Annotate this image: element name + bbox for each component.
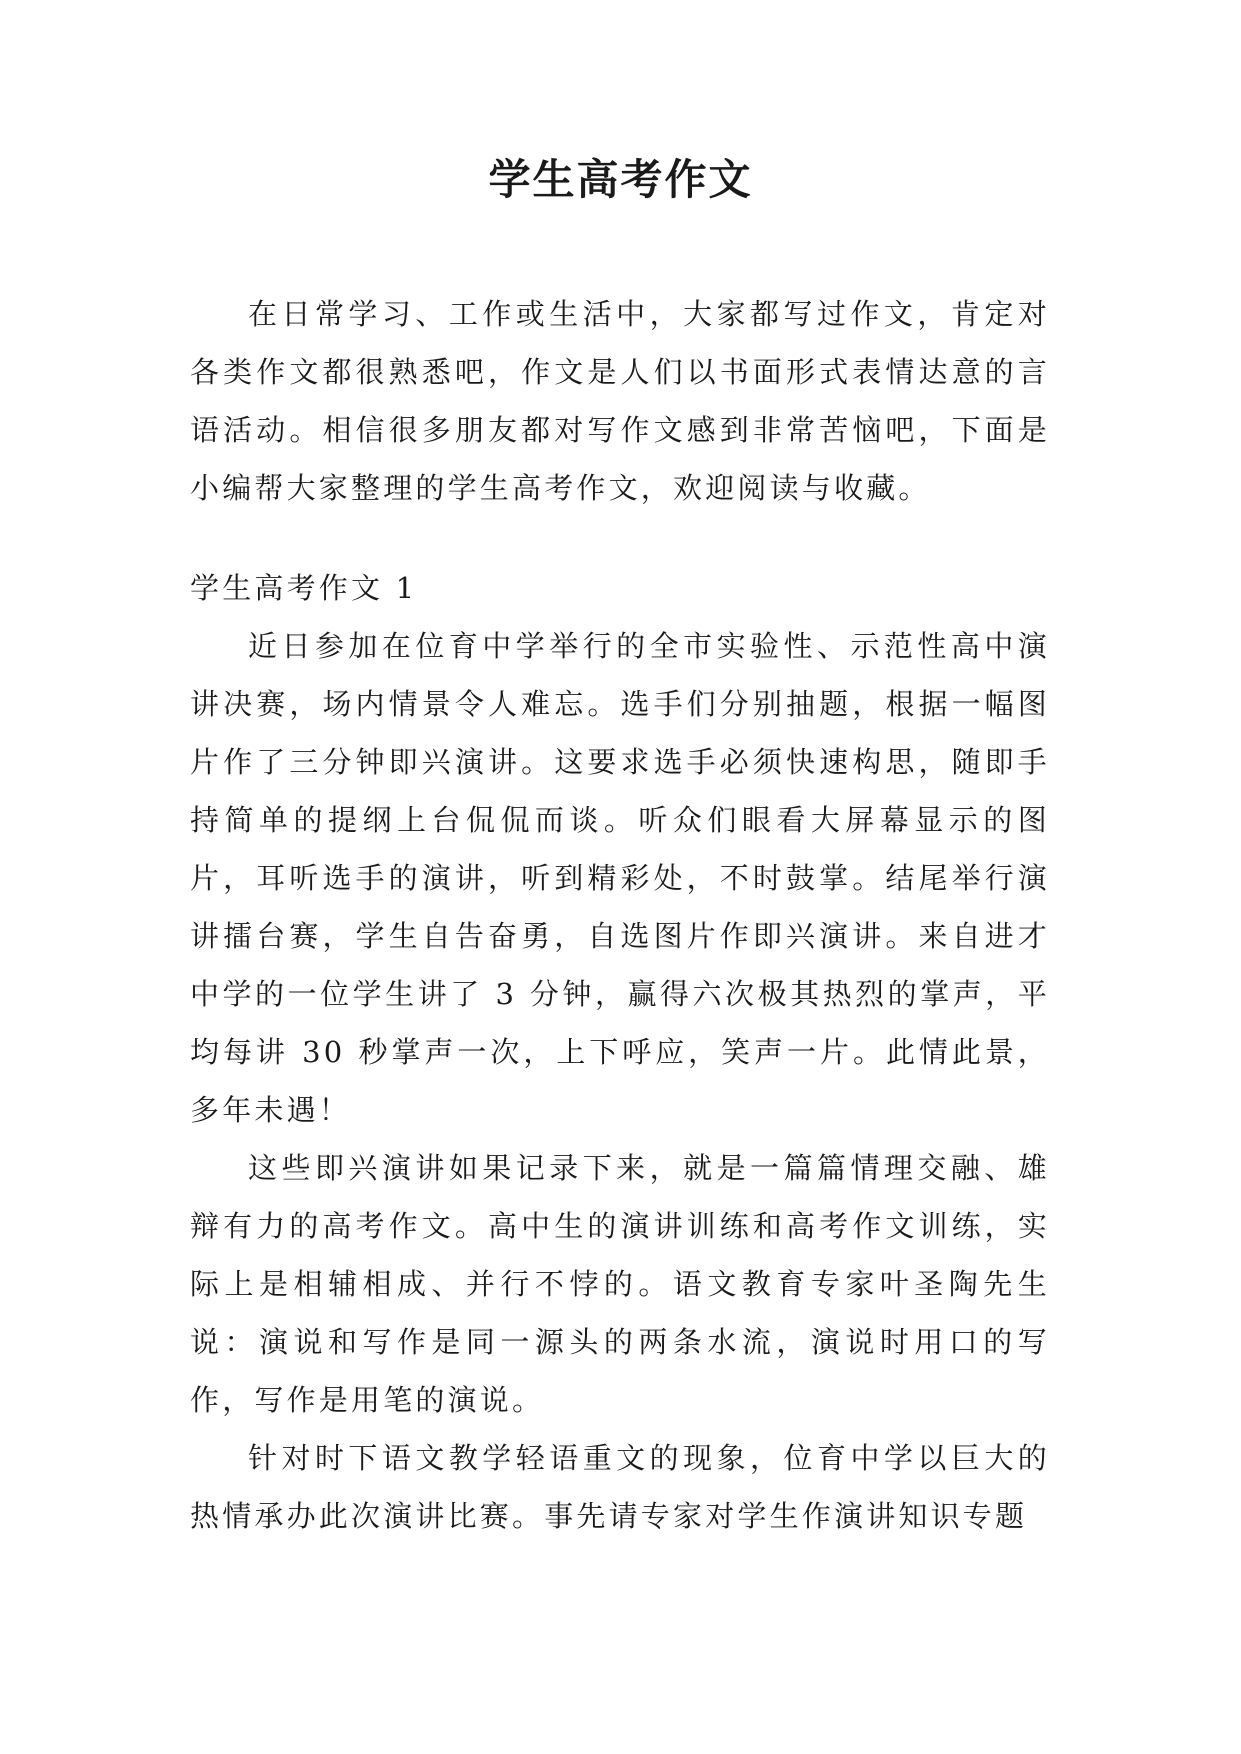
intro-paragraph: 在日常学习、工作或生活中，大家都写过作文，肯定对各类作文都很熟悉吧，作文是人们以书面形式表情达意的言语活动。相信很多朋友都对写作文感到非常苦恼吧，下面是小编帮大家整理的学生高考作文，欢迎阅读与收藏。 bbox=[190, 297, 1050, 505]
body-paragraph-1: 近日参加在位育中学举行的全市实验性、示范性高中演讲决赛，场内情景令人难忘。选手们分别抽题，根据一幅图片作了三分钟即兴演讲。这要求选手必须快速构思，随即手持简单的提纲上台侃侃而谈。听众们眼看大屏幕显示的图片，耳听选手的演讲，听到精彩处，不时鼓掌。结尾举行演讲擂台赛，学生自告奋勇，自选图片作即兴演讲。来自进才中学的一位学生讲了 3 分钟，赢得六次极其热烈的掌声，平均每讲 30 秒掌声一次，上下呼应，笑声一片。此情此景，多年未遇！ bbox=[190, 629, 1050, 1127]
body-paragraph-3: 针对时下语文教学轻语重文的现象，位育中学以巨大的热情承办此次演讲比赛。事先请专家对学生作演讲知识专题 bbox=[190, 1441, 1050, 1533]
section-heading: 学生高考作文 1 bbox=[190, 571, 418, 605]
document-body bbox=[190, 285, 1050, 1545]
body-paragraph-2: 这些即兴演讲如果记录下来，就是一篇篇情理交融、雄辩有力的高考作文。高中生的演讲训练和高考作文训练，实际上是相辅相成、并行不悖的。语文教育专家叶圣陶先生说：演说和写作是同一源头的两条水流，演说时用口的写作，写作是用笔的演说。 bbox=[190, 1151, 1050, 1417]
document-title: 学生高考作文 bbox=[488, 155, 753, 204]
